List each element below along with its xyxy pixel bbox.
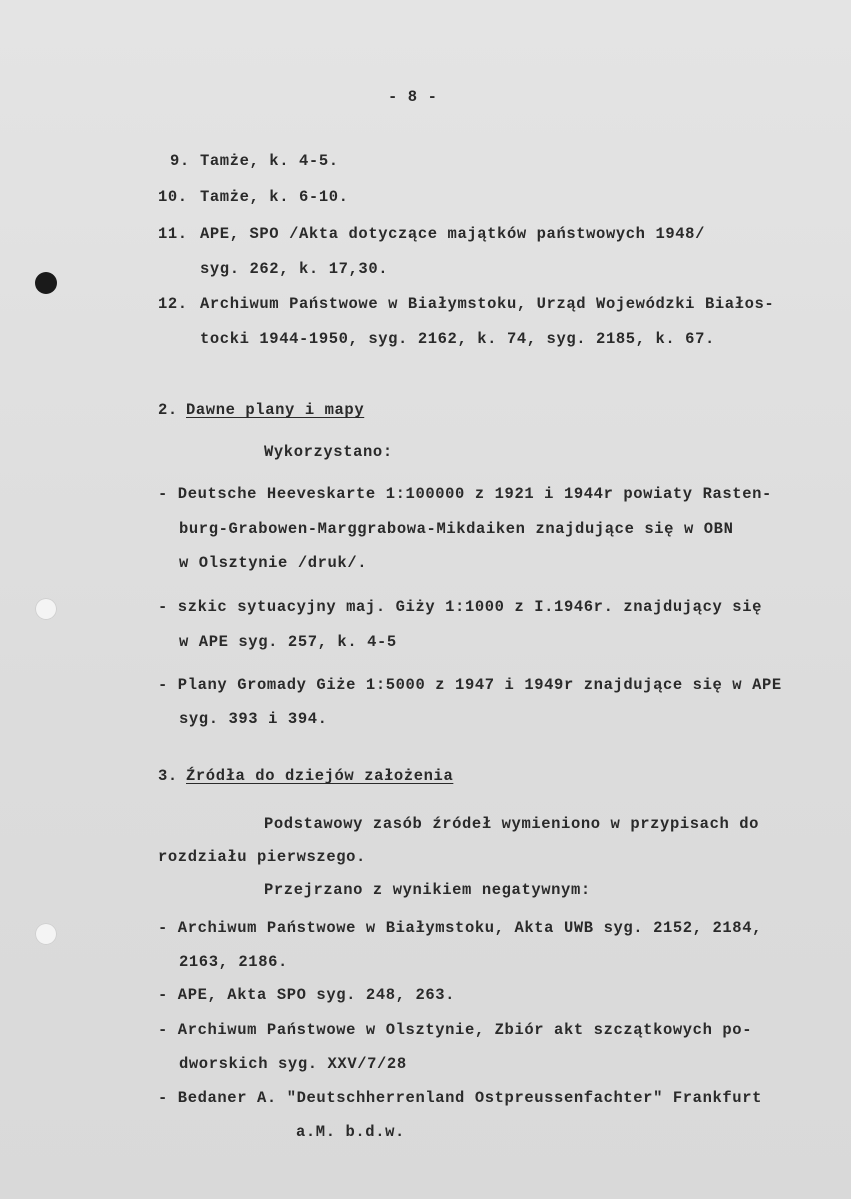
paragraph-line: Podstawowy zasób źródeł wymieniono w przypisach do bbox=[264, 815, 760, 833]
list-item-line: syg. 393 i 394. bbox=[179, 710, 328, 728]
section-number: 2. bbox=[158, 401, 178, 419]
footnote-text: Archiwum Państwowe w Białymstoku, Urząd Wojewódzki Białos- bbox=[200, 295, 775, 313]
footnote-number: 9. bbox=[170, 152, 190, 170]
footnote-number: 12. bbox=[158, 295, 188, 313]
punch-hole bbox=[35, 272, 57, 294]
punch-hole bbox=[35, 923, 57, 945]
footnote-text: APE, SPO /Akta dotyczące majątków państwowych 1948/ bbox=[200, 225, 705, 243]
list-item-line: - Archiwum Państwowe w Olsztynie, Zbiór akt szczątkowych po- bbox=[158, 1021, 753, 1039]
section-heading: Źródła do dziejów założenia bbox=[186, 767, 454, 785]
list-item-line: - Archiwum Państwowe w Białymstoku, Akta UWB syg. 2152, 2184, bbox=[158, 919, 762, 937]
section-intro: Przejrzano z wynikiem negatywnym: bbox=[264, 881, 591, 899]
footnote-number: 10. bbox=[158, 188, 188, 206]
list-item-line: - APE, Akta SPO syg. 248, 263. bbox=[158, 986, 456, 1004]
footnote-text: syg. 262, k. 17,30. bbox=[200, 260, 389, 278]
list-item-line: burg-Grabowen-Marggrabowa-Mikdaiken znajdujące się w OBN bbox=[179, 520, 734, 538]
list-item-line: a.M. b.d.w. bbox=[296, 1123, 405, 1141]
list-item-line: - Bedaner A. "Deutschherrenland Ostpreussenfachter" Frankfurt bbox=[158, 1089, 762, 1107]
section-heading: Dawne plany i mapy bbox=[186, 401, 365, 419]
list-item-line: dworskich syg. XXV/7/28 bbox=[179, 1055, 407, 1073]
page-number: - 8 - bbox=[388, 88, 438, 106]
list-item-line: w Olsztynie /druk/. bbox=[179, 554, 368, 572]
list-item-line: - szkic sytuacyjny maj. Giży 1:1000 z I.1946r. znajdujący się bbox=[158, 598, 762, 616]
footnote-text: Tamże, k. 6-10. bbox=[200, 188, 349, 206]
section-intro: Wykorzystano: bbox=[264, 443, 393, 461]
list-item-line: 2163, 2186. bbox=[179, 953, 288, 971]
punch-hole bbox=[35, 598, 57, 620]
list-item-line: w APE syg. 257, k. 4-5 bbox=[179, 633, 397, 651]
paragraph-line: rozdziału pierwszego. bbox=[158, 848, 366, 866]
list-item-line: - Deutsche Heeveskarte 1:100000 z 1921 i 1944r powiaty Rasten- bbox=[158, 485, 772, 503]
footnote-number: 11. bbox=[158, 225, 188, 243]
section-number: 3. bbox=[158, 767, 178, 785]
list-item-line: - Plany Gromady Giże 1:5000 z 1947 i 1949r znajdujące się w APE bbox=[158, 676, 782, 694]
footnote-text: tocki 1944-1950, syg. 2162, k. 74, syg. 2185, k. 67. bbox=[200, 330, 715, 348]
footnote-text: Tamże, k. 4-5. bbox=[200, 152, 339, 170]
